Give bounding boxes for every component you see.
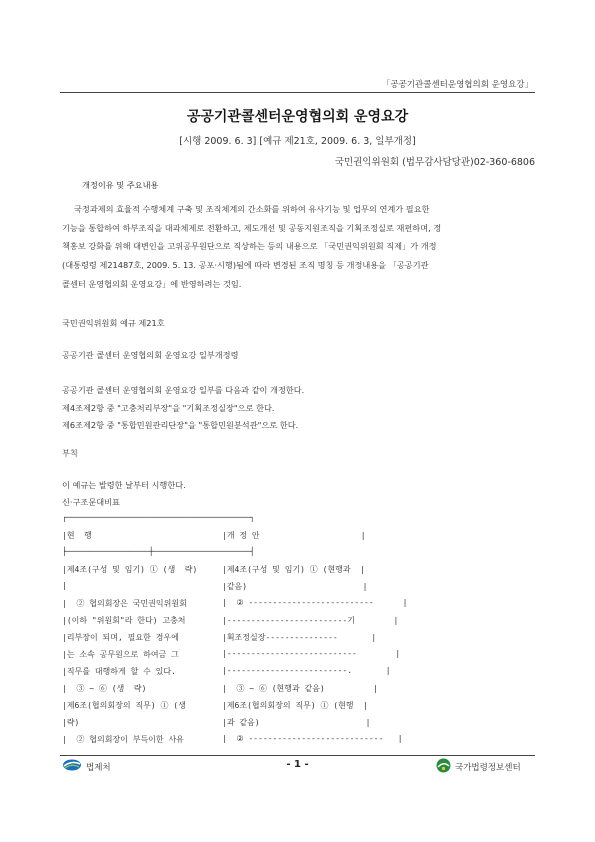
table-cell-current: |제6조(협의회장의 직무) ① (생 — [62, 701, 186, 710]
paragraph-line: 기능을 통합하여 하부조직을 대과체제로 전환하고, 제도개선 및 공동지원조직을 기획조정실로 재편하며, 정 — [62, 222, 442, 233]
footer-source: 국가법령정보센터 — [455, 763, 521, 773]
page-number: - 1 - — [286, 759, 309, 770]
table-cell-current: | — [62, 581, 67, 590]
page-title: 공공기관콜센터운영협의회 운영요강 — [186, 109, 409, 125]
paragraph-line: (대통령령 제21487호, 2009. 5. 13. 공포·시행)됨에 따라 변경된 조직 명칭 등 개정내용을 「공공기관 — [62, 260, 429, 271]
table-border: ┌──────────────────────────────────────┐ — [62, 513, 255, 522]
table-header-revised: |개 정 안 | — [222, 531, 366, 540]
footer-publisher: 법제처 — [86, 763, 111, 773]
table-cell-current: | ② 협의회장은 국민권익위원회 — [62, 599, 187, 608]
paragraph-line: 책홍보 강화를 위해 대변인을 고위공무원단으로 직상하는 등의 내용으로 「국민권익위원회 직제」가 개정 — [62, 241, 437, 252]
comparison-heading: 신·구조문대비표 — [62, 497, 120, 507]
table-cell-current: |는 소속 공무원으로 하여금 그 — [62, 650, 179, 659]
footer-rule — [60, 755, 535, 756]
table-cell-revised: |제6조(협의회장의 직무) ① (현행 | — [222, 701, 368, 710]
reason-paragraph — [62, 200, 540, 294]
table-cell-current: | ③ ~ ⑥ (생 략) — [62, 684, 147, 693]
table-cell-current: | ② 협의회장이 부득이한 사유 — [62, 735, 184, 744]
table-cell-revised: |같음) | — [222, 582, 368, 591]
enforcement-info: [시행 2009. 6. 3] [예규 제21호, 2009. 6. 3, 일부개정] — [179, 136, 416, 147]
table-cell-revised: | ② -------------------------- | — [222, 598, 408, 607]
table-cell-revised: | ② ---------------------------- | — [222, 734, 403, 743]
table-cell-revised: |획조정실장--------------- | — [222, 633, 377, 642]
table-cell-current: |략) — [62, 718, 80, 727]
paragraph-line: 국정과제의 효율적 수행체계 구축 및 조직체계의 간소화를 위하여 유사기능 및 업무의 연계가 필요한 — [74, 204, 430, 214]
table-cell-revised: |제4조(구성 및 임기) ① (현행과 | — [222, 565, 366, 574]
header-tag: 「공공기관콜센터운영협의회 운영요강」 — [381, 80, 533, 90]
law-info-center-logo-icon — [436, 758, 451, 773]
effective-clause: 이 예규는 발령한 날부터 시행한다. — [62, 480, 186, 490]
table-cell-current: |(이하 "위원회"라 한다) 고충처 — [62, 616, 186, 625]
table-cell-current: |리부장이 되며, 필요한 경우에 — [62, 633, 179, 642]
amendment-title: 공공기관 콜센터 운영협의회 운영요강 일부개정령 — [62, 350, 239, 360]
table-cell-current: |제4조(구성 및 임기) ① (생 략) — [62, 565, 198, 574]
table-border: ├─────────────────┼────────────────────┤ — [62, 547, 255, 556]
amendment-item: 제4조제2항 중 "고충처리부장"을 "기획조정실장"으로 한다. — [62, 403, 275, 413]
paragraph-line: 콜센터 운영협의회 운영요강」에 반영하려는 것임. — [62, 278, 242, 289]
table-cell-revised: |-------------------------기 | — [222, 616, 399, 625]
header-rule — [60, 92, 535, 93]
table-cell-current: |직무를 대행하게 할 수 있다. — [62, 667, 176, 676]
buchik-heading: 부칙 — [62, 448, 78, 458]
yegu-number: 국민권익위원회 예규 제21호 — [62, 318, 165, 328]
table-cell-revised: |-------------------------. | — [222, 666, 391, 675]
table-cell-revised: | ③ ~ ⑥ (현행과 같음) | — [222, 684, 378, 693]
amendment-intro: 공공기관 콜센터 운영협의회 운영요강 일부를 다음과 같이 개정한다. — [62, 385, 305, 395]
table-cell-revised: |--------------------------- | — [222, 649, 401, 658]
table-cell-revised: |과 같음) | — [222, 718, 371, 727]
section-heading: 개정이유 및 주요내용 — [82, 180, 159, 190]
amendment-item: 제6조제2항 중 "통합민원관리단장"을 "통합민원분석관"으로 한다. — [62, 420, 299, 430]
table-header-current: |현 행 — [62, 531, 92, 540]
contact-info: 국민권익위원회 (법무감사담당관)02-360-6806 — [334, 157, 535, 168]
